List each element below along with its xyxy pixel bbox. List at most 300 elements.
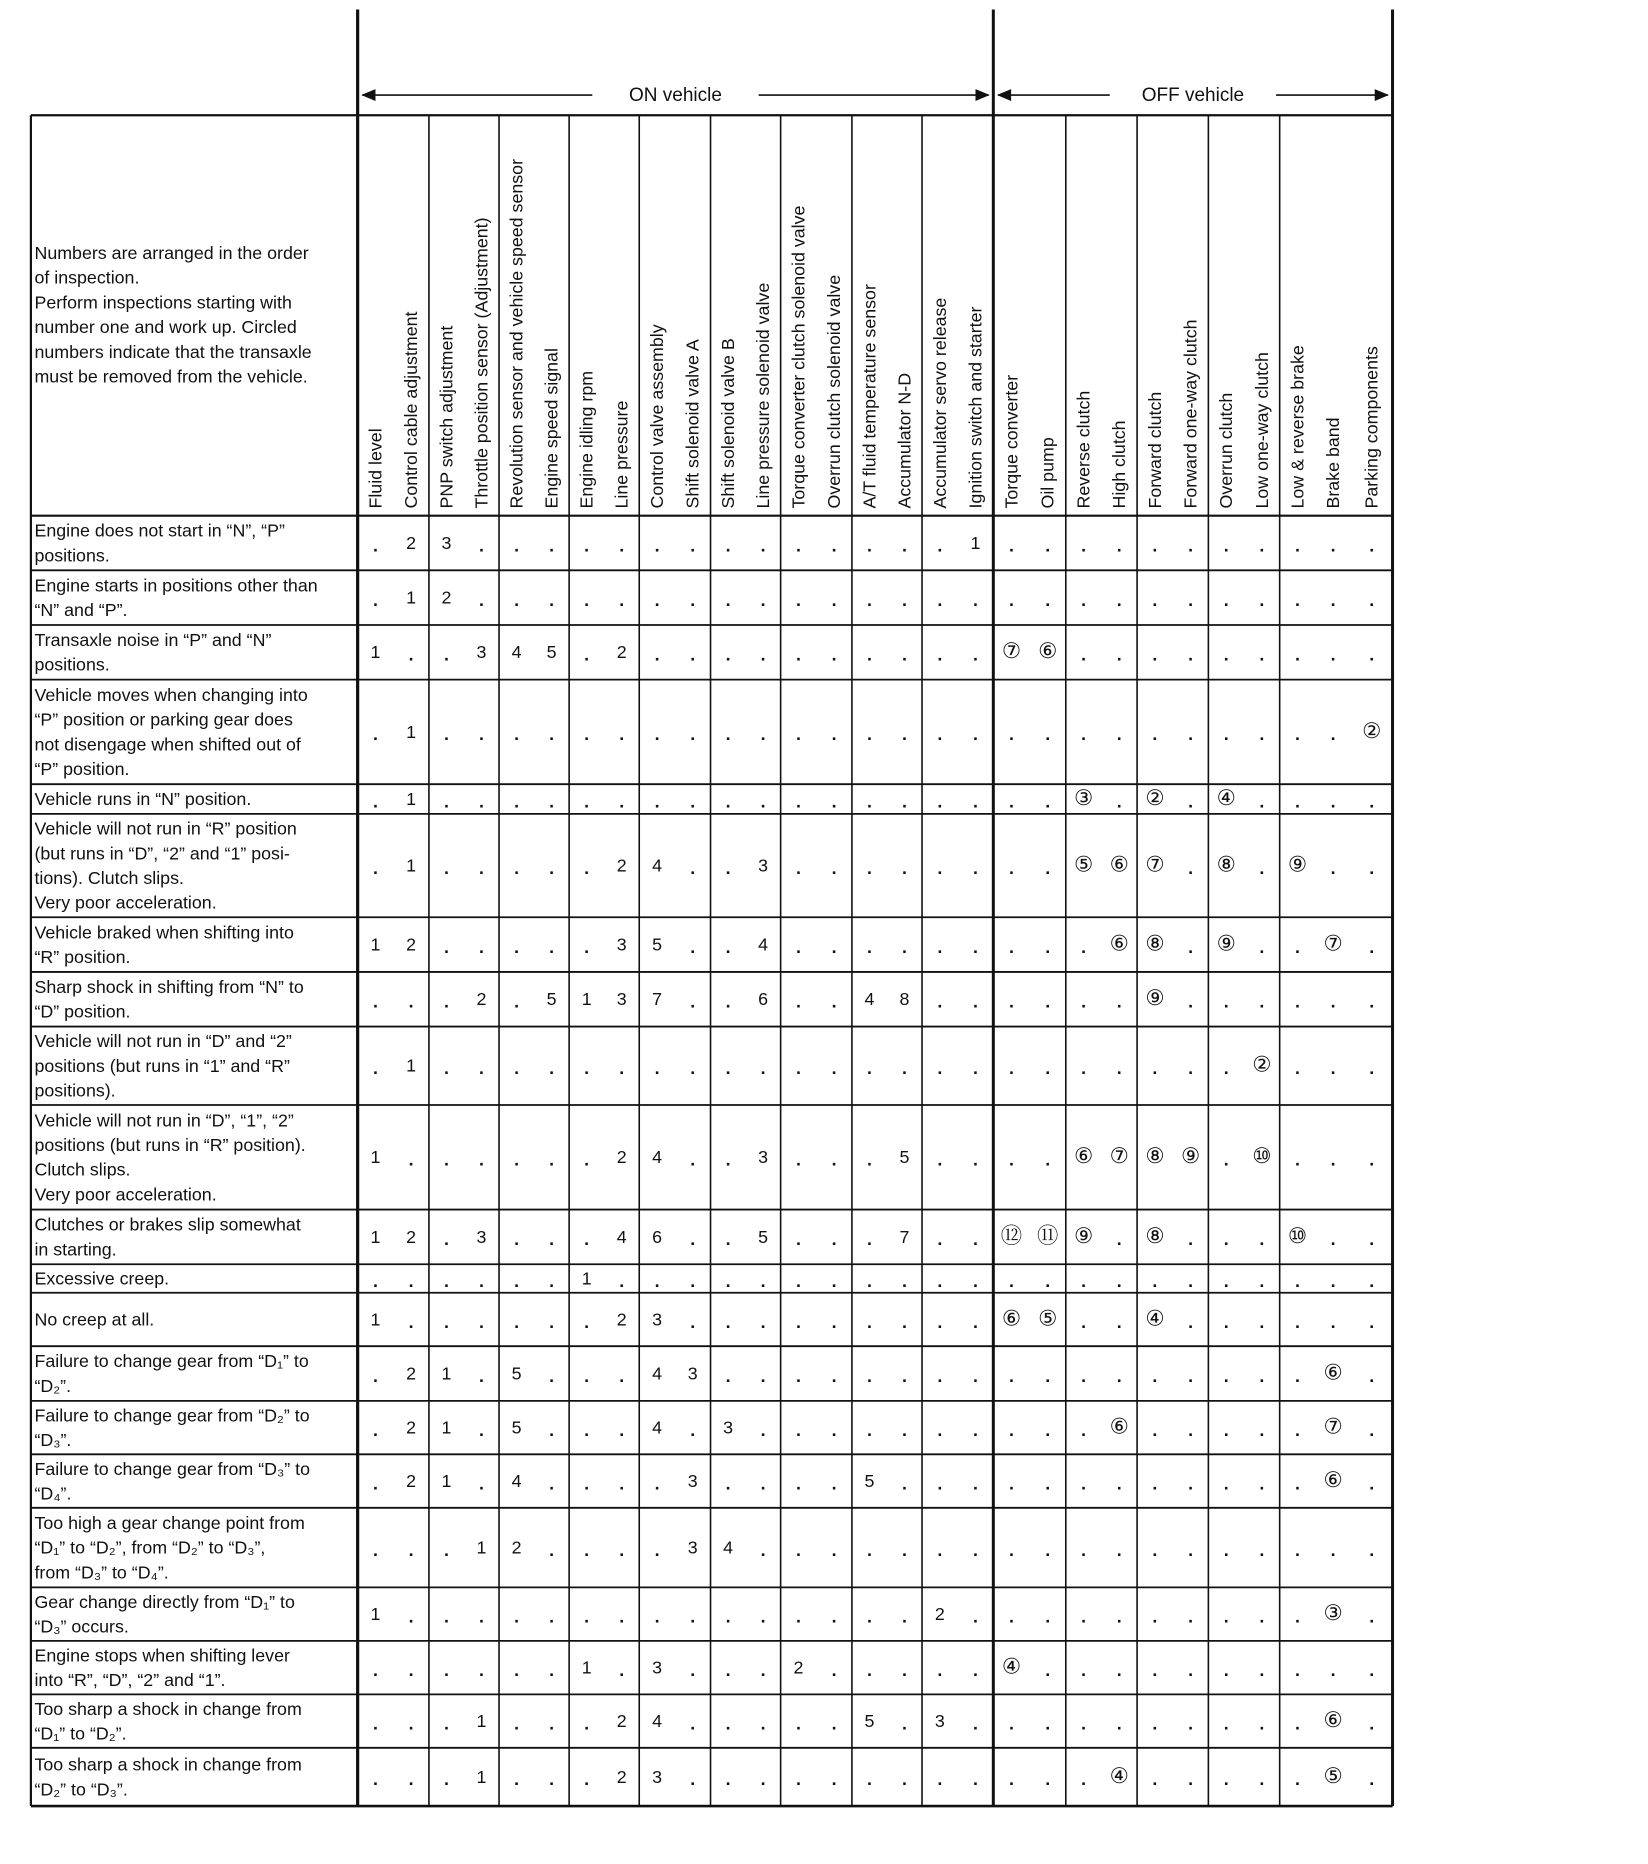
empty-cell: .: [1330, 1539, 1336, 1560]
empty-cell: .: [479, 936, 484, 957]
column-header: Engine speed signal: [541, 348, 562, 509]
empty-cell: .: [584, 1769, 590, 1790]
inspection-order: ⑪: [1036, 1223, 1059, 1248]
empty-cell: .: [866, 1365, 872, 1386]
inspection-order: 4: [652, 855, 663, 876]
empty-cell: .: [549, 1606, 555, 1627]
empty-cell: .: [1259, 589, 1265, 610]
empty-cell: .: [1330, 1311, 1336, 1332]
empty-cell: .: [1008, 589, 1014, 610]
empty-cell: .: [973, 1058, 978, 1079]
empty-cell: .: [443, 857, 449, 878]
empty-cell: .: [1081, 1539, 1087, 1560]
empty-cell: .: [408, 1713, 414, 1734]
empty-cell: .: [372, 991, 378, 1012]
empty-cell: .: [514, 1058, 520, 1079]
empty-cell: .: [1223, 1539, 1229, 1560]
empty-cell: .: [584, 589, 590, 610]
empty-cell: .: [1369, 1270, 1375, 1291]
empty-cell: .: [372, 589, 378, 610]
empty-cell: .: [549, 1769, 555, 1790]
off-vehicle-left-arrowhead: [997, 89, 1011, 101]
empty-cell: .: [1008, 991, 1014, 1012]
empty-cell: .: [443, 1713, 449, 1734]
inspection-order: 2: [441, 587, 452, 608]
empty-cell: .: [831, 991, 837, 1012]
empty-cell: .: [584, 535, 590, 556]
empty-cell: .: [1008, 936, 1014, 957]
empty-cell: .: [690, 1229, 696, 1250]
row-label: Too sharp a shock in change from: [34, 1754, 302, 1775]
empty-cell: .: [1116, 1659, 1122, 1680]
empty-cell: .: [725, 535, 731, 556]
inspection-order: 3: [652, 1766, 663, 1787]
row-label: Too sharp a shock in change from: [34, 1698, 302, 1719]
empty-cell: .: [690, 724, 696, 745]
empty-cell: .: [443, 1769, 449, 1790]
empty-cell: .: [831, 1365, 837, 1386]
empty-cell: .: [549, 1311, 555, 1332]
inspection-order: 3: [616, 934, 627, 955]
empty-cell: .: [1223, 991, 1229, 1012]
empty-cell: .: [1330, 1149, 1336, 1170]
empty-cell: .: [654, 589, 660, 610]
empty-cell: .: [866, 535, 872, 556]
empty-cell: .: [1295, 936, 1300, 957]
empty-cell: .: [1295, 1058, 1300, 1079]
empty-cell: .: [690, 1419, 696, 1440]
empty-cell: .: [1295, 1606, 1300, 1627]
empty-cell: .: [795, 991, 801, 1012]
empty-cell: .: [725, 991, 731, 1012]
inspection-order: 5: [546, 642, 557, 663]
empty-cell: .: [760, 535, 766, 556]
empty-cell: .: [479, 791, 484, 812]
empty-cell: .: [479, 1311, 484, 1332]
empty-cell: .: [795, 1769, 801, 1790]
empty-cell: .: [1295, 724, 1300, 745]
inspection-order: 3: [758, 1147, 769, 1168]
empty-cell: .: [549, 1539, 555, 1560]
empty-cell: .: [831, 1769, 837, 1790]
empty-cell: .: [1116, 1473, 1122, 1494]
empty-cell: .: [584, 1419, 590, 1440]
empty-cell: .: [795, 724, 801, 745]
empty-cell: .: [1008, 1473, 1014, 1494]
column-header: Fluid level: [365, 428, 386, 509]
empty-cell: .: [1369, 1539, 1375, 1560]
empty-cell: .: [408, 1149, 414, 1170]
empty-cell: .: [902, 1769, 907, 1790]
inspection-order: ⑧: [1216, 852, 1236, 877]
empty-cell: .: [795, 1311, 801, 1332]
empty-cell: .: [795, 1229, 801, 1250]
row-label: Vehicle braked when shifting into: [34, 922, 294, 943]
inspection-order: 1: [406, 788, 417, 809]
empty-cell: .: [514, 589, 520, 610]
empty-cell: .: [1188, 936, 1194, 957]
empty-cell: .: [725, 1311, 731, 1332]
empty-cell: .: [443, 1149, 449, 1170]
empty-cell: .: [1188, 1713, 1194, 1734]
row-label: Vehicle runs in “N” position.: [34, 789, 252, 810]
empty-cell: .: [1081, 1713, 1087, 1734]
inspection-order: ⑧: [1145, 1223, 1165, 1248]
empty-cell: .: [725, 1473, 731, 1494]
row-label: Excessive creep.: [34, 1268, 170, 1289]
empty-cell: .: [408, 644, 414, 665]
empty-cell: .: [1188, 857, 1194, 878]
empty-cell: .: [372, 1539, 378, 1560]
empty-cell: .: [1152, 1365, 1158, 1386]
empty-cell: .: [408, 991, 414, 1012]
empty-cell: .: [725, 1270, 731, 1291]
empty-cell: .: [549, 1713, 555, 1734]
empty-cell: .: [937, 535, 943, 556]
inspection-order: 1: [406, 1055, 417, 1076]
row-label: “D₁” to “D₂”, from “D₂” to “D₃”,: [34, 1537, 266, 1558]
column-header: Ignition switch and starter: [965, 306, 986, 509]
empty-cell: .: [902, 1365, 907, 1386]
note-line: Numbers are arranged in the order: [34, 243, 309, 264]
row-label: Clutches or brakes slip somewhat: [34, 1214, 301, 1235]
empty-cell: .: [831, 1539, 837, 1560]
empty-cell: .: [1081, 644, 1087, 665]
inspection-order: 3: [758, 855, 769, 876]
empty-cell: .: [866, 1769, 872, 1790]
empty-cell: .: [760, 1769, 766, 1790]
empty-cell: .: [443, 1229, 449, 1250]
empty-cell: .: [725, 791, 731, 812]
empty-cell: .: [725, 1769, 731, 1790]
column-header: Shift solenoid valve A: [682, 339, 703, 509]
inspection-order: ④: [1145, 1306, 1165, 1331]
empty-cell: .: [831, 936, 837, 957]
inspection-order: 4: [758, 934, 769, 955]
empty-cell: .: [1295, 1769, 1300, 1790]
inspection-order: 3: [476, 642, 487, 663]
inspection-order: 4: [652, 1711, 663, 1732]
empty-cell: .: [902, 936, 907, 957]
inspection-order: 8: [899, 989, 910, 1010]
empty-cell: .: [619, 1659, 625, 1680]
empty-cell: .: [1152, 644, 1158, 665]
empty-cell: .: [372, 1419, 378, 1440]
row-label: Sharp shock in shifting from “N” to: [34, 976, 304, 997]
empty-cell: .: [1081, 1365, 1087, 1386]
row-label: “D₄”.: [34, 1483, 72, 1504]
empty-cell: .: [690, 991, 696, 1012]
column-header: Torque converter: [1001, 374, 1022, 509]
empty-cell: .: [372, 1473, 378, 1494]
empty-cell: .: [690, 936, 696, 957]
empty-cell: .: [1259, 936, 1265, 957]
inspection-order: ④: [1001, 1654, 1022, 1679]
empty-cell: .: [795, 1058, 801, 1079]
empty-cell: .: [1008, 857, 1014, 878]
empty-cell: .: [760, 1270, 766, 1291]
empty-cell: .: [1259, 644, 1265, 665]
empty-cell: .: [549, 1229, 555, 1250]
empty-cell: .: [1008, 791, 1014, 812]
empty-cell: .: [654, 1606, 660, 1627]
empty-cell: .: [514, 936, 520, 957]
row-label: “D₂” to “D₃”.: [34, 1779, 128, 1800]
empty-cell: .: [973, 1539, 978, 1560]
column-header: Revolution sensor and vehicle speed sensor: [506, 158, 527, 509]
empty-cell: .: [760, 724, 766, 745]
inspection-order: 3: [441, 532, 452, 553]
empty-cell: .: [866, 1311, 872, 1332]
empty-cell: .: [866, 1419, 872, 1440]
row-label: positions.: [34, 545, 110, 566]
empty-cell: .: [973, 644, 978, 665]
empty-cell: .: [866, 1270, 872, 1291]
empty-cell: .: [1330, 791, 1336, 812]
empty-cell: .: [902, 1473, 907, 1494]
note-line: numbers indicate that the transaxle: [34, 341, 312, 362]
empty-cell: .: [831, 1713, 837, 1734]
empty-cell: .: [1188, 1365, 1194, 1386]
empty-cell: .: [937, 1270, 943, 1291]
empty-cell: .: [1188, 1229, 1194, 1250]
column-header: Parking components: [1361, 346, 1382, 509]
inspection-order: 4: [616, 1226, 627, 1247]
empty-cell: .: [831, 1419, 837, 1440]
inspection-order: ②: [1145, 785, 1165, 810]
empty-cell: .: [1188, 644, 1194, 665]
empty-cell: .: [1330, 589, 1336, 610]
column-header: Reverse clutch: [1073, 390, 1094, 509]
empty-cell: .: [514, 857, 520, 878]
empty-cell: .: [1045, 1270, 1051, 1291]
column-header: Engine idling rpm: [576, 370, 597, 509]
empty-cell: .: [760, 1659, 766, 1680]
empty-cell: .: [902, 1419, 907, 1440]
empty-cell: .: [514, 1270, 520, 1291]
row-label: “D₃” occurs.: [34, 1616, 129, 1637]
empty-cell: .: [372, 1365, 378, 1386]
inspection-order: 3: [616, 989, 627, 1010]
empty-cell: .: [654, 1058, 660, 1079]
empty-cell: .: [1081, 589, 1087, 610]
empty-cell: .: [1295, 1311, 1300, 1332]
inspection-order: 5: [511, 1363, 522, 1384]
empty-cell: .: [619, 589, 625, 610]
empty-cell: .: [690, 1058, 696, 1079]
empty-cell: .: [1259, 724, 1265, 745]
empty-cell: .: [760, 644, 766, 665]
inspection-order: 3: [723, 1417, 734, 1438]
column-header: Control cable adjustment: [401, 311, 422, 509]
empty-cell: .: [1008, 1769, 1014, 1790]
empty-cell: .: [584, 1058, 590, 1079]
empty-cell: .: [760, 1606, 766, 1627]
inspection-order: ⑥: [1323, 1468, 1343, 1493]
empty-cell: .: [514, 535, 520, 556]
empty-cell: .: [1081, 1473, 1087, 1494]
empty-cell: .: [795, 857, 801, 878]
empty-cell: .: [1188, 1606, 1194, 1627]
empty-cell: .: [1369, 1659, 1375, 1680]
row-label: Vehicle will not run in “D”, “1”, “2”: [34, 1110, 294, 1131]
empty-cell: .: [1008, 1606, 1014, 1627]
empty-cell: .: [619, 791, 625, 812]
empty-cell: .: [1330, 1270, 1336, 1291]
empty-cell: .: [1045, 724, 1051, 745]
empty-cell: .: [795, 1365, 801, 1386]
empty-cell: .: [1369, 1365, 1375, 1386]
empty-cell: .: [479, 1473, 484, 1494]
inspection-order: 4: [652, 1147, 663, 1168]
empty-cell: .: [1045, 1606, 1051, 1627]
empty-cell: .: [937, 936, 943, 957]
empty-cell: .: [654, 535, 660, 556]
empty-cell: .: [1369, 535, 1375, 556]
empty-cell: .: [1116, 1270, 1122, 1291]
empty-cell: .: [1045, 1058, 1051, 1079]
empty-cell: .: [1081, 1419, 1087, 1440]
empty-cell: .: [725, 1229, 731, 1250]
empty-cell: .: [1081, 535, 1087, 556]
empty-cell: .: [514, 1311, 520, 1332]
inspection-order: 2: [616, 855, 627, 876]
empty-cell: .: [1116, 724, 1122, 745]
empty-cell: .: [973, 1473, 978, 1494]
inspection-order: ③: [1074, 785, 1094, 810]
empty-cell: .: [760, 1311, 766, 1332]
empty-cell: .: [1116, 1606, 1122, 1627]
empty-cell: .: [1330, 1058, 1336, 1079]
inspection-order: 2: [616, 642, 627, 663]
empty-cell: .: [973, 1713, 978, 1734]
inspection-order: 2: [616, 1711, 627, 1732]
row-label: Engine stops when shifting lever: [34, 1645, 290, 1666]
row-label: Gear change directly from “D₁” to: [34, 1591, 295, 1612]
empty-cell: .: [479, 1659, 484, 1680]
empty-cell: .: [725, 1659, 731, 1680]
empty-cell: .: [725, 1058, 731, 1079]
empty-cell: .: [584, 1473, 590, 1494]
inspection-order: 2: [616, 1147, 627, 1168]
empty-cell: .: [1369, 1058, 1375, 1079]
empty-cell: .: [1295, 1659, 1300, 1680]
inspection-order: 2: [616, 1309, 627, 1330]
empty-cell: .: [795, 1713, 801, 1734]
empty-cell: .: [549, 724, 555, 745]
column-header: Forward one-way clutch: [1180, 319, 1201, 509]
empty-cell: .: [1223, 589, 1229, 610]
inspection-order: 2: [616, 1766, 627, 1787]
row-label: Engine does not start in “N”, “P”: [34, 520, 285, 541]
empty-cell: .: [937, 857, 943, 878]
empty-cell: .: [1259, 1311, 1265, 1332]
empty-cell: .: [654, 1539, 660, 1560]
row-label: Clutch slips.: [34, 1159, 131, 1180]
empty-cell: .: [1223, 1419, 1229, 1440]
row-label: Engine starts in positions other than: [34, 575, 318, 596]
inspection-order: ⑥: [1323, 1360, 1343, 1385]
empty-cell: .: [1116, 535, 1122, 556]
empty-cell: .: [937, 1419, 943, 1440]
empty-cell: .: [1330, 724, 1336, 745]
empty-cell: .: [1008, 1713, 1014, 1734]
empty-cell: .: [1008, 535, 1014, 556]
column-header: Brake band: [1323, 417, 1344, 509]
empty-cell: .: [1045, 1713, 1051, 1734]
inspection-order: 3: [652, 1309, 663, 1330]
empty-cell: .: [973, 1659, 978, 1680]
inspection-order: ⑨: [1180, 1144, 1201, 1169]
empty-cell: .: [479, 1058, 484, 1079]
empty-cell: .: [443, 1270, 449, 1291]
empty-cell: .: [1188, 1058, 1194, 1079]
empty-cell: .: [866, 589, 872, 610]
empty-cell: .: [1152, 1473, 1158, 1494]
empty-cell: .: [725, 1149, 731, 1170]
inspection-order: ⑥: [1038, 639, 1058, 664]
empty-cell: .: [619, 1473, 625, 1494]
empty-cell: .: [831, 1058, 837, 1079]
row-label: not disengage when shifted out of: [34, 734, 301, 755]
empty-cell: .: [831, 791, 837, 812]
empty-cell: .: [1188, 991, 1194, 1012]
empty-cell: .: [1152, 1606, 1158, 1627]
empty-cell: .: [549, 1419, 555, 1440]
empty-cell: .: [1188, 1270, 1194, 1291]
empty-cell: .: [690, 791, 696, 812]
inspection-order: ⑥: [1001, 1306, 1022, 1331]
inspection-order: ⑥: [1109, 1414, 1129, 1439]
empty-cell: .: [1369, 991, 1375, 1012]
inspection-order: 3: [687, 1471, 698, 1492]
column-header: Oil pump: [1037, 437, 1058, 509]
empty-cell: .: [372, 1270, 378, 1291]
empty-cell: .: [1223, 1311, 1229, 1332]
empty-cell: .: [866, 1149, 872, 1170]
empty-cell: .: [1295, 991, 1300, 1012]
empty-cell: .: [443, 936, 449, 957]
inspection-order: 2: [406, 532, 417, 553]
empty-cell: .: [1116, 1713, 1122, 1734]
column-header: Throttle position sensor (Adjustment): [471, 217, 492, 509]
empty-cell: .: [1295, 644, 1300, 665]
empty-cell: .: [619, 1419, 625, 1440]
inspection-order: 5: [864, 1711, 875, 1732]
inspection-order: ⑦: [1001, 639, 1022, 664]
empty-cell: .: [514, 1659, 520, 1680]
empty-cell: .: [1223, 1713, 1229, 1734]
empty-cell: .: [725, 589, 731, 610]
row-label: Failure to change gear from “D₁” to: [34, 1351, 309, 1372]
empty-cell: .: [372, 1713, 378, 1734]
empty-cell: .: [1330, 644, 1336, 665]
inspection-order: 1: [441, 1363, 452, 1384]
empty-cell: .: [514, 1606, 520, 1627]
empty-cell: .: [1259, 1365, 1265, 1386]
empty-cell: .: [514, 1713, 520, 1734]
inspection-order: ⑦: [1109, 1144, 1129, 1169]
inspection-order: 5: [864, 1471, 875, 1492]
empty-cell: .: [760, 1473, 766, 1494]
inspection-order: 3: [476, 1226, 487, 1247]
empty-cell: .: [654, 724, 660, 745]
empty-cell: .: [372, 857, 378, 878]
inspection-order: 3: [687, 1537, 698, 1558]
inspection-order: 2: [406, 1226, 417, 1247]
empty-cell: .: [1152, 1659, 1158, 1680]
row-label: Very poor acceleration.: [34, 892, 217, 913]
